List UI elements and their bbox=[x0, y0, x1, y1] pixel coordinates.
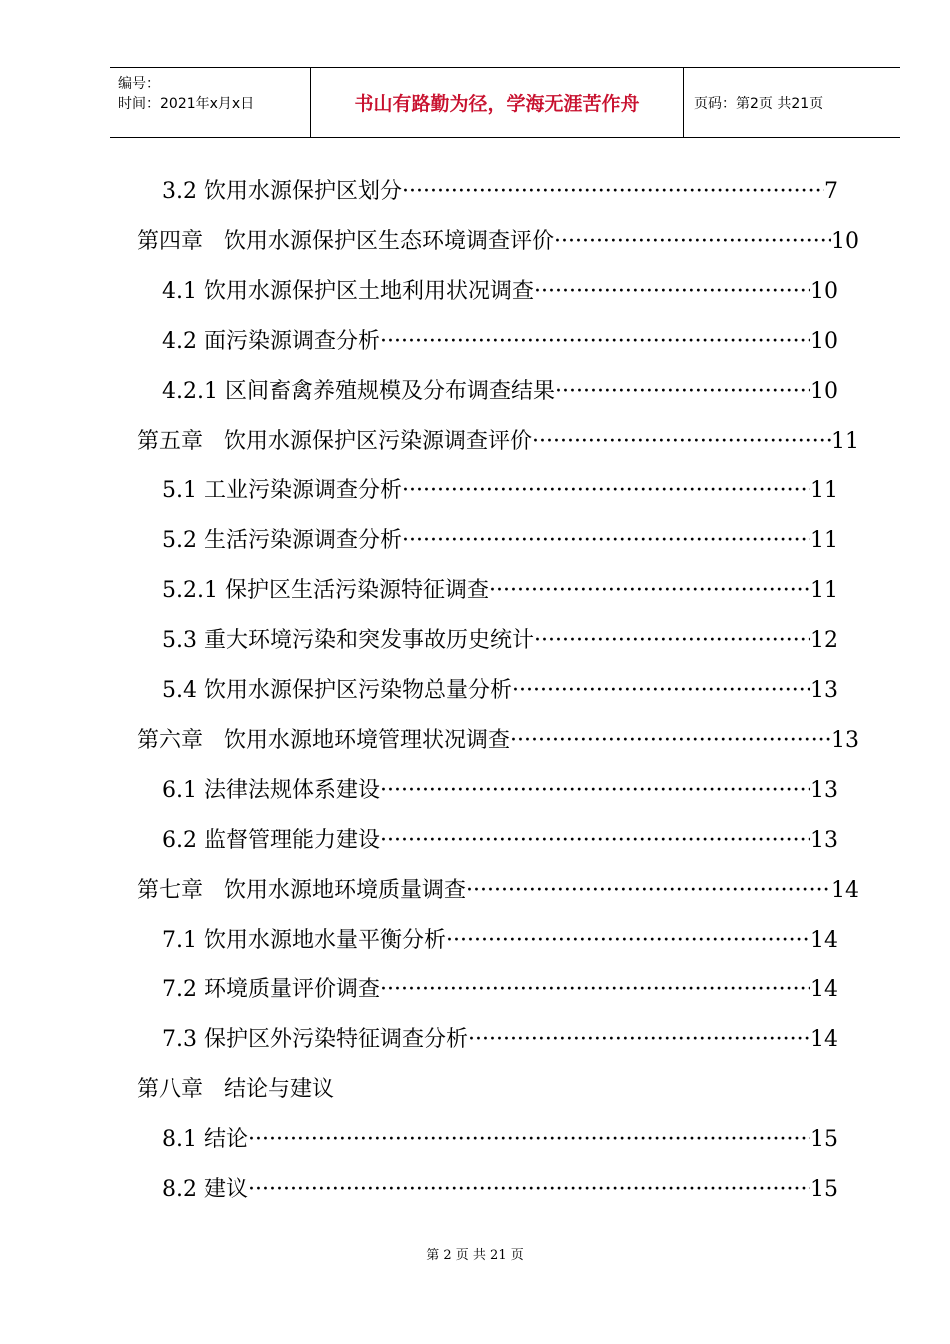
header-motto: 书山有路勤为径，学海无涯苦作舟 bbox=[311, 68, 684, 137]
toc-leader-dots bbox=[380, 329, 810, 354]
toc-section-row[interactable] bbox=[162, 324, 838, 354]
toc-chapter-row[interactable] bbox=[137, 224, 859, 254]
toc-page-number: 14 bbox=[810, 977, 838, 1003]
toc-leader-dots bbox=[489, 578, 810, 603]
toc-title: 5.1 工业污染源调查分析 bbox=[162, 478, 402, 504]
toc-title: 6.2 监督管理能力建设 bbox=[162, 827, 380, 853]
toc-leader-dots bbox=[446, 928, 810, 953]
toc-leader-dots bbox=[380, 778, 810, 803]
toc-page-number: 7 bbox=[824, 179, 838, 204]
toc-leader-dots bbox=[512, 678, 810, 703]
code-label: 编号： bbox=[118, 76, 160, 92]
toc-leader-dots bbox=[402, 478, 810, 503]
toc-section-row[interactable] bbox=[162, 573, 838, 603]
toc-title: 6.1 法律法规体系建设 bbox=[162, 777, 380, 803]
toc-title: 4.2.1 区间畜禽养殖规模及分布调查结果 bbox=[162, 378, 555, 404]
toc-page-number: 10 bbox=[831, 228, 859, 254]
toc-page-number: 10 bbox=[810, 378, 838, 404]
toc-section-row[interactable] bbox=[162, 523, 838, 553]
toc-page-number: 11 bbox=[810, 478, 838, 504]
header-meta bbox=[110, 68, 311, 137]
toc-title: 7.3 保护区外污染特征调查分析 bbox=[162, 1027, 468, 1053]
toc-title: 5.3 重大环境污染和突发事故历史统计 bbox=[162, 628, 534, 654]
toc-leader-dots bbox=[380, 977, 810, 1002]
toc-leader-dots bbox=[380, 828, 810, 853]
toc-page-number: 14 bbox=[810, 927, 838, 953]
toc-leader-dots bbox=[248, 1177, 810, 1202]
toc-section-row[interactable] bbox=[162, 923, 838, 953]
toc-page-number: 10 bbox=[810, 278, 838, 304]
toc-section-row[interactable] bbox=[162, 972, 838, 1002]
toc-page-number: 11 bbox=[810, 528, 838, 554]
toc-section-row[interactable] bbox=[162, 174, 838, 204]
toc-leader-dots bbox=[510, 728, 831, 753]
toc-title: 第八章 结论与建议 bbox=[137, 1077, 334, 1103]
toc-page-number: 12 bbox=[810, 628, 838, 654]
toc-title: 第五章 饮用水源保护区污染源调查评价 bbox=[137, 428, 532, 454]
toc-page-number: 14 bbox=[810, 1027, 838, 1053]
toc-leader-dots bbox=[532, 429, 831, 454]
toc-page-number: 15 bbox=[810, 1177, 838, 1202]
toc-page-number: 11 bbox=[831, 428, 859, 454]
toc-title: 8.2 建议 bbox=[162, 1177, 248, 1202]
toc-section-row[interactable] bbox=[162, 823, 838, 853]
toc-title: 5.4 饮用水源保护区污染物总量分析 bbox=[162, 678, 512, 703]
toc-chapter-row[interactable] bbox=[137, 424, 859, 454]
toc-leader-dots bbox=[466, 878, 831, 903]
toc-section-row[interactable] bbox=[162, 673, 838, 703]
time-label: 时间：2021年x月x日 bbox=[118, 96, 255, 112]
toc-page-number: 13 bbox=[810, 678, 838, 703]
toc-chapter-row[interactable] bbox=[137, 1072, 859, 1102]
toc-page-number: 13 bbox=[810, 777, 838, 803]
toc-chapter-row[interactable] bbox=[137, 723, 859, 753]
toc-title: 5.2 生活污染源调查分析 bbox=[162, 528, 402, 554]
page-footer: 第 2 页 共 21 页 bbox=[426, 1248, 524, 1263]
toc-section-row[interactable] bbox=[162, 1022, 838, 1052]
toc-page-number: 10 bbox=[810, 328, 838, 354]
toc-title: 7.2 环境质量评价调查 bbox=[162, 977, 380, 1003]
toc-title: 8.1 结论 bbox=[162, 1127, 248, 1153]
toc-title: 5.2.1 保护区生活污染源特征调查 bbox=[162, 578, 489, 604]
toc-title: 3.2 饮用水源保护区划分 bbox=[162, 179, 402, 204]
toc-leader-dots bbox=[534, 279, 810, 304]
page-header bbox=[110, 67, 900, 138]
toc-section-row[interactable] bbox=[162, 374, 838, 404]
toc-leader-dots bbox=[534, 628, 810, 653]
toc-chapter-row[interactable] bbox=[137, 873, 859, 903]
toc-title: 第四章 饮用水源保护区生态环境调查评价 bbox=[137, 228, 554, 254]
toc-page-number: 11 bbox=[810, 578, 838, 604]
toc-title: 第六章 饮用水源地环境管理状况调查 bbox=[137, 727, 510, 753]
toc-leader-dots bbox=[402, 179, 824, 204]
toc-section-row[interactable] bbox=[162, 1172, 838, 1202]
toc-title: 4.1 饮用水源保护区土地利用状况调查 bbox=[162, 278, 534, 304]
header-page-info: 页码：第2页 共21页 bbox=[694, 95, 824, 112]
toc-page-number: 13 bbox=[810, 827, 838, 853]
toc-leader-dots bbox=[468, 1027, 810, 1052]
toc-leader-dots bbox=[555, 379, 810, 404]
toc-section-row[interactable] bbox=[162, 773, 838, 803]
toc-title: 第七章 饮用水源地环境质量调查 bbox=[137, 877, 466, 903]
toc-section-row[interactable] bbox=[162, 623, 838, 653]
toc-section-row[interactable] bbox=[162, 274, 838, 304]
toc-title: 4.2 面污染源调查分析 bbox=[162, 328, 380, 354]
toc-leader-dots bbox=[554, 229, 831, 254]
toc-section-row[interactable] bbox=[162, 473, 838, 503]
toc-page-number: 13 bbox=[831, 727, 859, 753]
toc-title: 7.1 饮用水源地水量平衡分析 bbox=[162, 927, 446, 953]
toc-leader-dots bbox=[248, 1127, 810, 1152]
toc-section-row[interactable] bbox=[162, 1122, 838, 1152]
toc-page-number: 14 bbox=[831, 877, 859, 903]
toc-page-number: 15 bbox=[810, 1127, 838, 1153]
toc-leader-dots bbox=[402, 528, 810, 553]
